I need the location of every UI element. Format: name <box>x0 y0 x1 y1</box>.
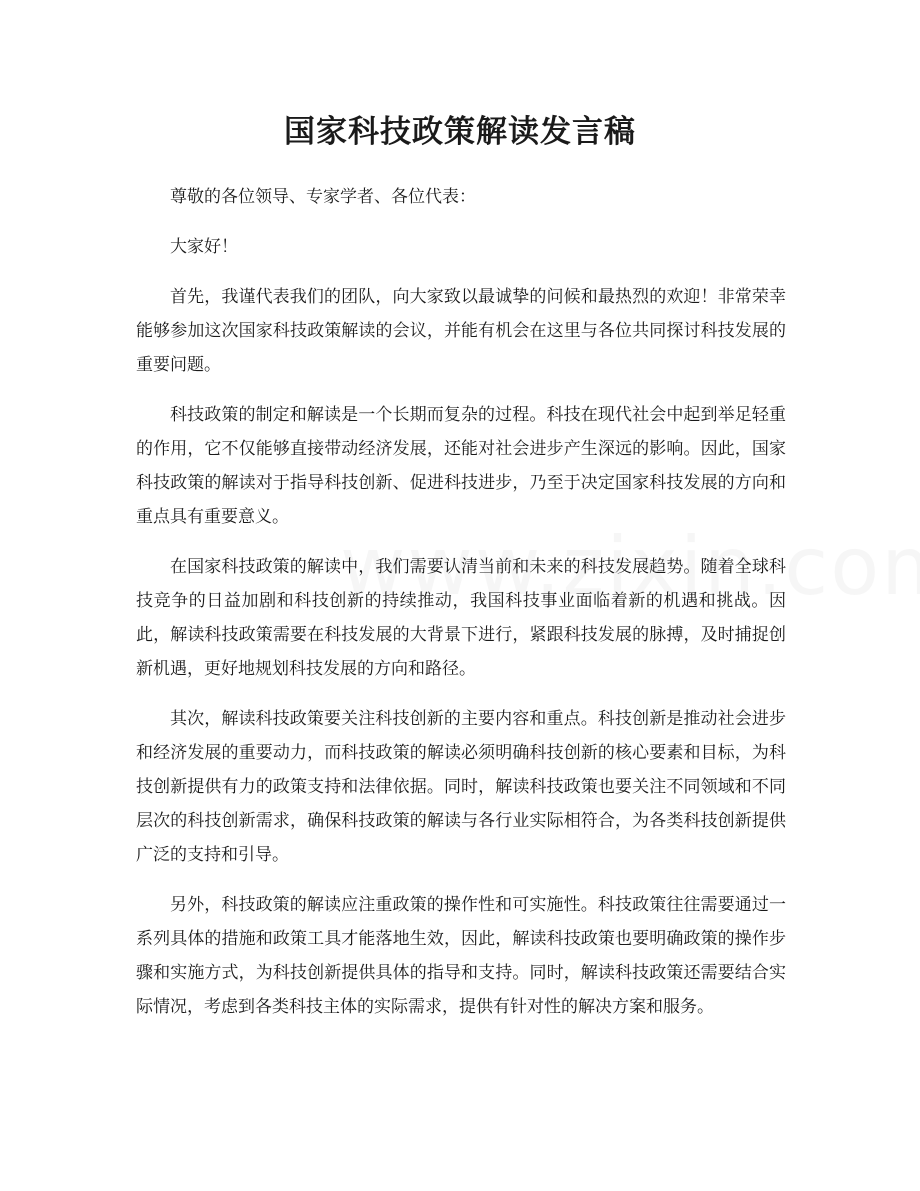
greeting: 大家好！ <box>170 237 238 257</box>
body-paragraph-3: 在国家科技政策的解读中，我们需要认清当前和未来的科技发展趋势。随着全球科技竞争的日益加剧和科技创新的持续推动，我国科技事业面临着新的机遇和挑战。因此，解读科技政策需要在科技发展的大背景下进行，紧跟科技发展的脉搏，及时捕捉创新机遇，更好地规划科技发展的方向和路径。 <box>136 557 786 679</box>
body-paragraph-5: 另外，科技政策的解读应注重政策的操作性和可实施性。科技政策往往需要通过一系列具体的措施和政策工具才能落地生效，因此，解读科技政策也要明确政策的操作步骤和实施方式，为科技创新提供具体的指导和支持。同时，解读科技政策还需要结合实际情况，考虑到各类科技主体的实际需求，提供有针对性的解决方案和服务。 <box>136 895 786 1017</box>
body-paragraph-4: 其次，解读科技政策要关注科技创新的主要内容和重点。科技创新是推动社会进步和经济发展的重要动力，而科技政策的解读必须明确科技创新的核心要素和目标，为科技创新提供有力的政策支持和法律依据。同时，解读科技政策也要关注不同领域和不同层次的科技创新需求，确保科技政策的解读与各行业实际相符合，为各类科技创新提供广泛的支持和引导。 <box>136 709 786 865</box>
document-title: 国家科技政策解读发言稿 <box>284 114 636 150</box>
body-paragraph-2: 科技政策的制定和解读是一个长期而复杂的过程。科技在现代社会中起到举足轻重的作用，它不仅能够直接带动经济发展，还能对社会进步产生深远的影响。因此，国家科技政策的解读对于指导科技创新、促进科技进步，乃至于决定国家科技发展的方向和重点具有重要意义。 <box>136 405 786 527</box>
body-paragraph-1: 首先，我谨代表我们的团队，向大家致以最诚挚的问候和最热烈的欢迎！非常荣幸能够参加这次国家科技政策解读的会议，并能有机会在这里与各位共同探讨科技发展的重要问题。 <box>136 287 786 375</box>
salutation: 尊敬的各位领导、专家学者、各位代表： <box>170 187 476 207</box>
document-body <box>136 180 786 1040</box>
